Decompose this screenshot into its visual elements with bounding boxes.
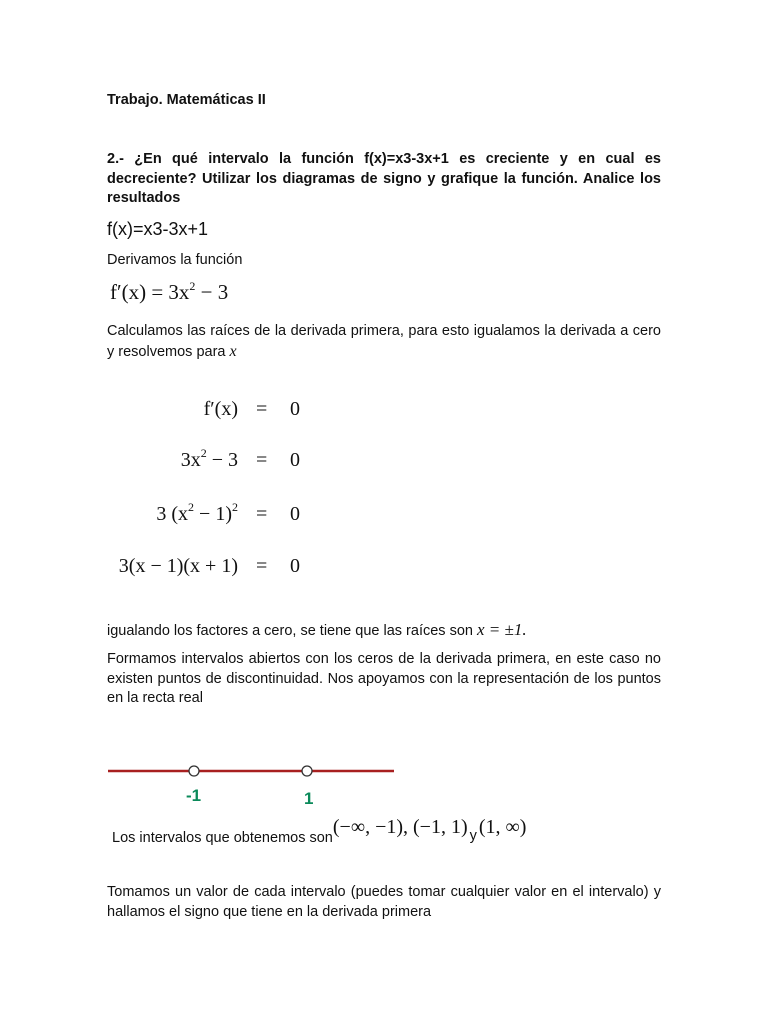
roots-variable: x bbox=[229, 342, 237, 360]
equation-sign: = bbox=[256, 555, 268, 577]
equation-rhs: 0 bbox=[290, 503, 300, 525]
derivative-rhs: − 3 bbox=[195, 280, 229, 304]
equation-row bbox=[0, 446, 768, 475]
open-point-marker bbox=[189, 766, 199, 776]
factors-text: igualando los factores a cero, se tiene que las raíces son bbox=[107, 623, 473, 639]
intervals-label: Los intervalos que obtenemos son bbox=[112, 830, 333, 846]
number-line bbox=[100, 755, 410, 815]
intervals-result bbox=[112, 816, 527, 846]
equation-lhs-part: − 1) bbox=[194, 503, 232, 525]
roots-paragraph-text: Calculamos las raíces de la derivada primera, para esto igualamos la derivada a cero y resolvemos para bbox=[107, 323, 661, 360]
equation-row bbox=[0, 555, 768, 581]
intervals-math-part1: (−∞, −1), (−1, 1) bbox=[332, 816, 468, 838]
equation-rhs: 0 bbox=[290, 398, 300, 420]
equation-row bbox=[0, 398, 768, 424]
intervals-math-part2: (1, ∞) bbox=[478, 816, 527, 838]
equation-exponent: 2 bbox=[200, 446, 207, 460]
problem-statement: 2.- ¿En qué intervalo la función f(x)=x3-3x+1 es creciente y en cual es decreciente? Utilizar los diagramas de signo y grafique la función. Analice los resultados bbox=[107, 151, 661, 206]
final-paragraph: Tomamos un valor de cada intervalo (puedes tomar cualquier valor en el intervalo) y hallamos el signo que tiene en la derivada primera bbox=[107, 884, 661, 920]
equation-lhs bbox=[156, 500, 238, 526]
equation-row bbox=[0, 500, 768, 533]
equation-lhs-part: 3x bbox=[180, 449, 201, 471]
equation-lhs: f′(x) bbox=[203, 398, 238, 420]
roots-result: x = ±1. bbox=[476, 620, 527, 639]
equation-sign: = bbox=[256, 398, 268, 420]
document-title: Trabajo. Matemáticas II bbox=[107, 92, 266, 108]
equation-lhs-part: − 3 bbox=[206, 449, 238, 471]
derivative-exponent: 2 bbox=[189, 279, 196, 293]
open-point-marker bbox=[302, 766, 312, 776]
function-definition: f(x)=x3-3x+1 bbox=[107, 219, 209, 239]
roots-paragraph bbox=[107, 322, 661, 362]
equation-sign: = bbox=[256, 449, 268, 471]
equation-lhs: 3(x − 1)(x + 1) bbox=[118, 555, 238, 577]
derive-label: Derivamos la función bbox=[107, 252, 243, 268]
equation-lhs bbox=[180, 446, 238, 472]
equation-sign: = bbox=[256, 503, 268, 525]
equation-rhs: 0 bbox=[290, 449, 300, 471]
equation-exponent: 2 bbox=[232, 500, 238, 514]
point-label: -1 bbox=[186, 786, 202, 805]
factors-paragraph bbox=[107, 620, 527, 640]
intervals-paragraph: Formamos intervalos abiertos con los ceros de la derivada primera, en este caso no existen puntos de discontinuidad. Nos apoyamos con la representación de los puntos en la recta real bbox=[107, 651, 661, 706]
equation-rhs: 0 bbox=[290, 555, 300, 577]
point-label: 1 bbox=[304, 789, 314, 808]
equation-lhs-part: 3 (x bbox=[156, 503, 189, 525]
derivative-lhs: f′(x) = 3x bbox=[110, 280, 190, 304]
derivative-formula bbox=[110, 280, 228, 305]
equation-exponent: 2 bbox=[188, 500, 195, 514]
intervals-connector: y bbox=[469, 828, 477, 844]
